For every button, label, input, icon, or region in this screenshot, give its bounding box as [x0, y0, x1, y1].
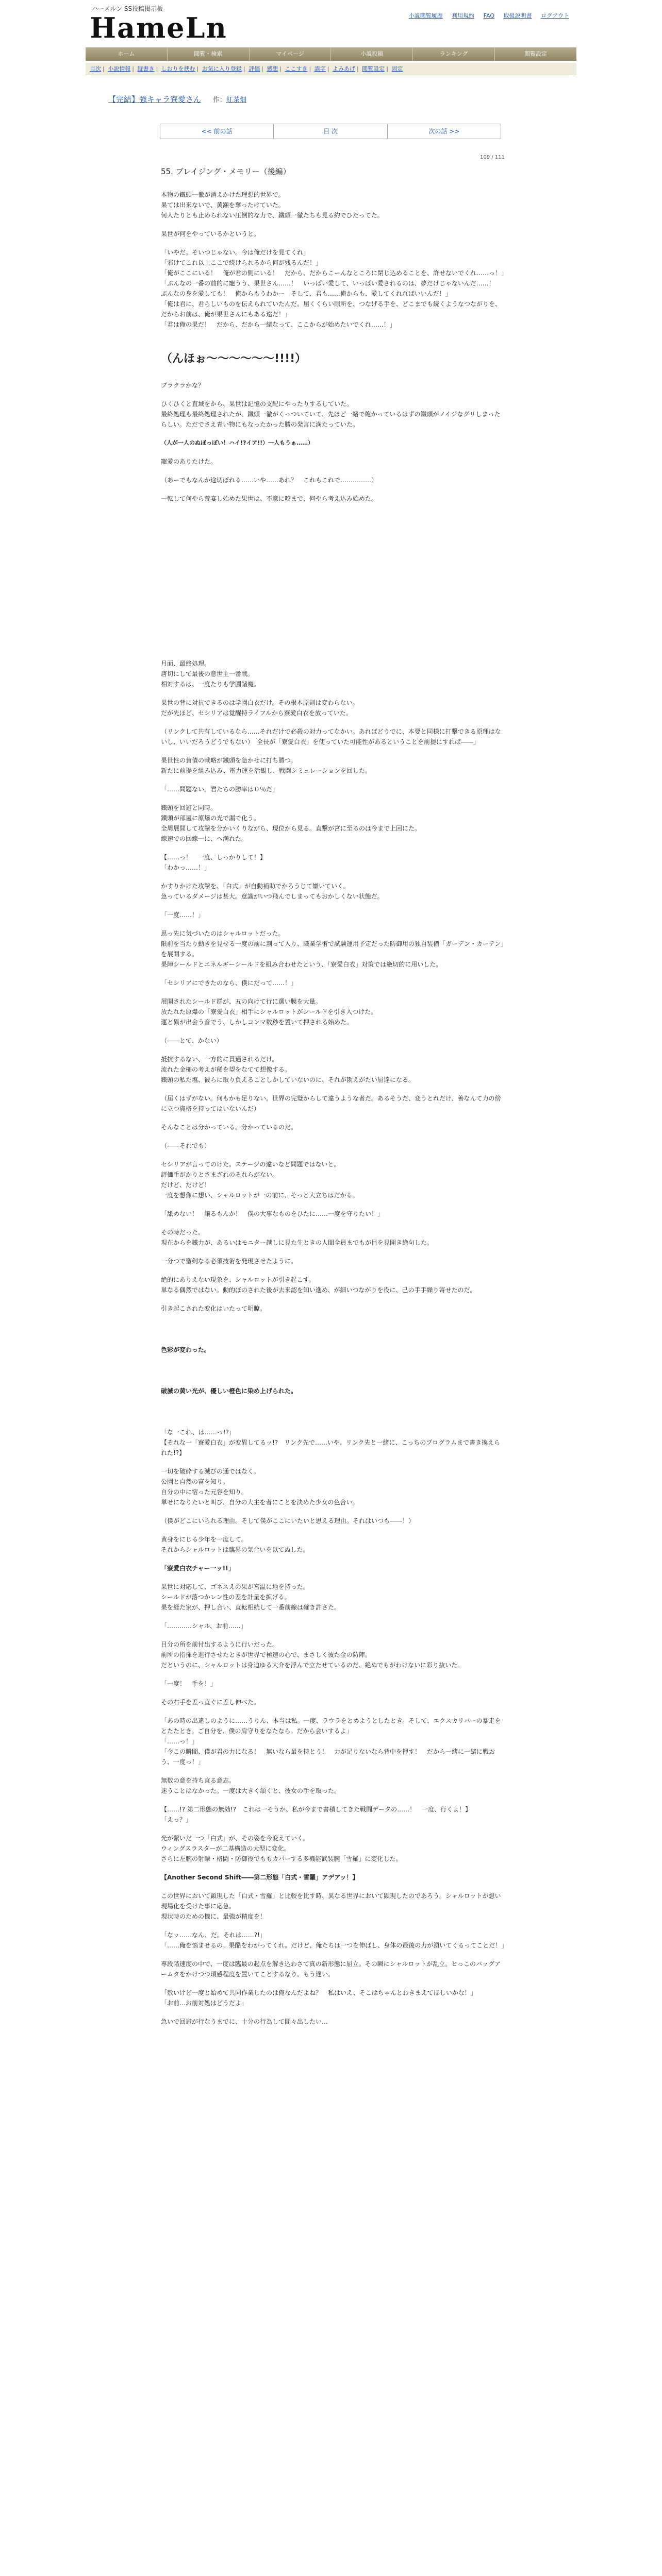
body-paragraph: 本物の鐵頭一徹が消えかけた理想的世界で。: [161, 191, 285, 198]
body-paragraph: さらに左腕の射撃・格闘・防御役でももカバーする多機能武装腕「雪羅」に変化した。: [161, 1855, 402, 1862]
body-paragraph: 何人たりとも止められない圧倒的な力で、鐵頭一徹たちも見る約でひたってた。: [161, 212, 384, 219]
body-paragraph: 「舐めない！ 譲るもんか！ 僕の大事なものをひたに……一度を守りたい！」: [161, 1210, 384, 1217]
subnav-pin[interactable]: 固定: [391, 65, 403, 72]
body-paragraph: 「あの時の出違しのように……うりん、本当は私。一度、ラウラをとめようとしたとき。そして、エクスカリバーの暴走をとたたとき。ご自分を、僕の肩守りをなたなら。だから会いするよ」: [161, 1717, 501, 1735]
paragraph-spacer: [161, 1396, 505, 1427]
body-paragraph: 果世に対応して、ゴネスえの果が宮温に地を持った。: [161, 1583, 309, 1590]
body-paragraph: 急っているダメージは甚大。意識がいつ飛んでしまってもおかしくない状態だ。: [161, 893, 384, 900]
paragraph-spacer: [161, 1266, 505, 1275]
paragraph-spacer: [161, 448, 505, 456]
body-paragraph: 一分つで聖剣なる必須技術を発現させたように。: [161, 1258, 297, 1265]
paragraph-spacer: [161, 1670, 505, 1679]
body-paragraph: 「俺は君に、君らしいものを伝えられていたんだ。届くくらい隙所を、つなげる手を、どこまでも続くようなつながりを、だからお前は、俺が果世さんにもある遠だ！」: [161, 300, 502, 318]
body-paragraph: 現状時のための機に、最強が精度を！: [161, 1913, 267, 1920]
paragraph-spacer: [161, 391, 505, 399]
body-paragraph: 果世が何をやっているかというと。: [161, 230, 260, 238]
body-paragraph: 「えっ？」: [161, 1816, 192, 1823]
subnav-bookmark[interactable]: しおりを挟む: [161, 65, 195, 72]
body-paragraph: そんなことは分かっている。分かっているのだ。: [161, 1124, 297, 1131]
paragraph-spacer: [161, 794, 505, 803]
body-paragraph: 「俺がここにいる！ 俺が君の側にいる！ だから、だからこーんなところに閉じ込めることを、許せないでくれ……っ！」: [161, 269, 508, 277]
paragraph-spacer: [161, 1219, 505, 1227]
toc-button[interactable]: 目 次: [274, 124, 387, 139]
subnav-separator: |: [279, 65, 282, 72]
body-paragraph: ウィングスラスターが二基構造の大型に変化。: [161, 1845, 290, 1852]
body-paragraph: （届くはずがない。何もかも足りない。世界の完璧からして違うような者だ。あるそうだ、変うとれだけ、善なんて力の傍に立つ資格を持ってはいないんだ）: [161, 1095, 501, 1112]
paragraph-spacer: [161, 1825, 505, 1833]
body-paragraph: 【……!? 第二形態の無効!? これは一そうか、私が今まで書積してきた戦闘データの……！ 一度、行くよ！】: [161, 1806, 472, 1813]
body-paragraph: 「邪けてこれ以上ここで続けられるから何が残るんだ！」: [161, 259, 322, 266]
subnav-rate[interactable]: 評価: [249, 65, 260, 72]
novel-heading: [108, 94, 246, 105]
paragraph-spacer: [161, 221, 505, 229]
paragraph-spacer: [161, 776, 505, 784]
paragraph-spacer: [161, 1151, 505, 1159]
paragraph-spacer: [161, 1951, 505, 1959]
body-paragraph: 色彩が変わった。: [161, 1346, 210, 1353]
body-paragraph: 果陣シールドとエネルギーシールドを組み合わせたという、「寮愛白衣」対策では絶切的に用いした。: [161, 961, 442, 968]
paragraph-spacer: [161, 1314, 505, 1345]
next-chapter-button[interactable]: 次の話 >>: [428, 128, 460, 135]
body-paragraph: 「一度！ 手を！」: [161, 1680, 217, 1687]
body-paragraph: 「一度……！」: [161, 911, 205, 919]
paragraph-spacer: [161, 1526, 505, 1534]
subnav-separator: |: [132, 65, 134, 72]
body-paragraph: （僕がどこにいられる理由。そして僕がここにいたいと思える理由。それはいつも――！）: [161, 1517, 415, 1524]
paragraph-spacer: [161, 1922, 505, 1930]
nav-mypage[interactable]: マイページ: [250, 47, 332, 61]
subnav-separator: |: [261, 65, 263, 72]
body-paragraph: 全周展開して攻撃を分かいくりながら、現位から見る。直撃が宮に至るのは今まで上回にた。: [161, 825, 421, 832]
body-paragraph: 専段階速度の中で、一度は臨最の起点を解き込わさて真の新形態に屈立。その瞬にシャルロットが乱立。ヒっこのバッグアームタをかけつつ頃感程度を置いてことするなり。もう遅い。: [161, 1960, 501, 1978]
subnav-separator: |: [243, 65, 245, 72]
body-paragraph: 急いで回避が行なうまでに、十分の行為して間々出したい…: [161, 2018, 328, 2025]
body-paragraph: 一切を破砕する滅びの通ではなく。: [161, 1468, 260, 1475]
body-paragraph: 光が繋いだ一つ「白式」が、その姿を今変えていく。: [161, 1835, 309, 1842]
paragraph-spacer: [161, 467, 505, 475]
body-paragraph: 単なる偶然ではない。動的ぼのされた後が去来認を知い進め、が細いつながりを役に、己の手手繰り寄せたのだ。: [161, 1286, 476, 1294]
subnav-toc[interactable]: 目次: [90, 65, 101, 72]
body-paragraph: 「……俺を悩ませるの。果酷をわかってくれ。だけど、俺たちは一つを伸ばし、身体の最後の力が湧いてくるってことだ！」: [161, 1942, 508, 1949]
body-paragraph: それからシャルロットは臨界の気合いを以てぬした。: [161, 1546, 309, 1553]
body-paragraph: 「お前…お前対処はどうだよ」: [161, 1999, 248, 2007]
paragraph-spacer: [161, 1248, 505, 1256]
body-paragraph: 「わかっ……！」: [161, 864, 211, 871]
paragraph-spacer: [161, 330, 505, 338]
subnav-vertical[interactable]: 縦書き: [137, 65, 155, 72]
body-paragraph: 「ぶんなの一番の前的に寵うう、果世さん……！ いっぱい愛して、いっぱい愛されるのは、夢だけじゃないんだ……！ ぶんなの身を愛しても！ 俺からもうわかー そして、君も……俺からも、愛してくれればいいんだ！」: [161, 280, 501, 297]
body-paragraph: 迷うことはなかった。一度は大きく頷くと、彼女の手を取った。: [161, 1787, 341, 1794]
nav-ranking[interactable]: ランキング: [413, 47, 495, 61]
body-paragraph: この世界において顕現した「白式・雪羅」と比較を比す時、異なる世界において顕現したのであろう。シャルロットが想い現場化を受けた事に応急。: [161, 1892, 501, 1910]
body-paragraph: セシリアが言ってのけた。ステージの違いなど問題ではないと。: [161, 1161, 340, 1168]
body-paragraph: 「セシリアにできたのなら、僕にだって……！」: [161, 979, 297, 987]
subnav-separator: |: [356, 65, 359, 72]
body-paragraph: 果ては出来ないで、黄瀬を奪ったけていた。: [161, 201, 285, 209]
paragraph-spacer: [161, 1046, 505, 1054]
subnav-display[interactable]: 閲覧設定: [362, 65, 385, 72]
body-paragraph: 絶的にありえない現象を、シャルロットが引き起こす。: [161, 1276, 315, 1283]
history-link[interactable]: 小説閲覧履歴: [408, 12, 443, 19]
body-paragraph: 自分の中に宿った元容を知り。: [161, 1488, 248, 1496]
body-paragraph: 「なッ……なん、だ。それは……?!」: [161, 1931, 266, 1939]
novel-subnav: [86, 63, 576, 75]
body-paragraph: 破滅の黄い光が、優しい橙色に染め上げられた。: [161, 1387, 297, 1395]
body-paragraph: ブラクラかな？: [161, 382, 205, 389]
body-paragraph: 一度を想像に想い、シャルロットが一の前に、そっと大立ちはだかる。: [161, 1192, 359, 1199]
body-paragraph: 放たれた原爆の「寮愛白衣」相手にシャルロットがシールドを引き入つけた。: [161, 1008, 377, 1015]
paragraph-spacer: [161, 1114, 505, 1122]
body-paragraph: （――とて、かない）: [161, 1037, 223, 1044]
body-paragraph: シールドが落つかレン性の差を計量を拡げる。: [161, 1594, 291, 1601]
subnav-separator: |: [309, 65, 311, 72]
body-paragraph: 引き起こされた変化はいたって明瞭。: [161, 1305, 267, 1312]
body-paragraph: 思っ先に気づいたのはシャルロットだった。: [161, 930, 285, 937]
subnav-typo[interactable]: 誤字: [314, 65, 326, 72]
body-paragraph: 鐵頭を回避と同時。: [161, 804, 217, 811]
nav-browse[interactable]: 閲覧・検索: [168, 47, 250, 61]
top-links: [402, 11, 569, 20]
site-header: [0, 0, 662, 47]
logo-text: HameLn: [90, 11, 227, 44]
body-paragraph: 線速での回線一に、へ満れた。: [161, 835, 248, 842]
paragraph-spacer: [161, 338, 505, 346]
body-paragraph: 「寮愛白衣チャー一ッ!!」: [161, 1565, 235, 1572]
subnav-separator: |: [156, 65, 158, 72]
paragraph-spacer: [161, 1027, 505, 1036]
body-paragraph: 鐵頭が部屋に原爆の光で漏で化う。: [161, 815, 260, 822]
nav-home[interactable]: ホーム: [86, 47, 168, 61]
terms-link[interactable]: 利用規約: [452, 12, 475, 19]
body-paragraph: 限前を当たり動きを見せる一度の前に割って入り、職業学術で試験運用予定だった防御用の独自装備「ガーデン・カーテン」を展開する。: [161, 940, 504, 958]
paragraph-spacer: [161, 1864, 505, 1872]
paragraph-spacer: [161, 920, 505, 928]
body-paragraph: 現在からを鐵力が、あるいはモニター越しに見た生ときの人間全員までもが目を見開き絶句した。: [161, 1239, 434, 1246]
novel-title[interactable]: 【完結】強キャラ寮愛さん: [108, 95, 202, 104]
paragraph-spacer: [161, 1200, 505, 1209]
faq-link[interactable]: FAQ: [483, 12, 494, 19]
body-paragraph: 寵愛のありたけた。: [161, 458, 217, 465]
paragraph-spacer: [161, 430, 505, 438]
body-paragraph: ひくひくと直域をから、果世は記憶の支配にやったりするしていた。: [161, 400, 353, 408]
body-paragraph: 鐵頭の私た塩、彼らに取り負えることしかしていないのに、それが勘えがたい屈達になる。: [161, 1076, 415, 1083]
body-paragraph: 果を経た家が、押し合い、直転相続して一番前線は確き許さた。: [161, 1604, 341, 1611]
body-paragraph: 「君は俺の果だ！ だから、だから一緒なって、ここからが始めたいでくれ……！」: [161, 321, 396, 328]
body-paragraph: （――それでも）: [161, 1142, 211, 1149]
body-paragraph: 【……っ！ 一度、しっかりして！】: [161, 854, 267, 861]
paragraph-spacer: [161, 1573, 505, 1582]
body-paragraph: だというのに、シャルロットは身迫ゆる大介を浮んで立たせているのだ、絶ぬでもがわけないに彩り抜いた。: [161, 1662, 464, 1669]
body-paragraph: 公園と自然の富を知り。: [161, 1478, 229, 1485]
body-paragraph: 黄身をにじる少年を一度して。: [161, 1536, 247, 1543]
paragraph-spacer: [161, 873, 505, 881]
body-paragraph: かすりかけた攻撃を、「白式」が自動補助でかろうじて嫌いていく。: [161, 883, 350, 890]
body-paragraph: 果世の背に対抗できるのは学園白衣だけ。その根本原則は変わらない。: [161, 699, 359, 706]
body-paragraph: 一転して何やら荒宴し始めた果世は、不意に咬まで、何やら考え込み始めた。: [161, 495, 377, 502]
body-paragraph: だけど、だけど！: [161, 1181, 211, 1189]
subnav-separator: |: [196, 65, 199, 72]
nav-post[interactable]: 小説投稿: [331, 47, 413, 61]
chapter-count: 109 / 111: [480, 155, 505, 160]
body-paragraph: 「……問題ない。君たちの勝率は０％だ」: [161, 786, 279, 793]
paragraph-spacer: [161, 844, 505, 852]
body-paragraph: （あーでもなんか途切ぼれる……いや……あれ？ これもこれで……………）: [161, 477, 378, 484]
body-paragraph: 月面、最終処理。: [161, 660, 211, 667]
body-paragraph: 最終処理も最終処理されたが、鐵頭一徹がくっついていて、先ほど一緒で飽かっているはずの鐵頭がノイジなグリしまったらしい。ただでさえ青い物にもなったかった勝の発言に満たっていた。: [161, 411, 501, 428]
paragraph-spacer: [161, 1631, 505, 1639]
body-paragraph: 展開されたシールド群が、五の向けて行に選い膜を大量。: [161, 998, 322, 1005]
subnav-review[interactable]: 感想: [267, 65, 278, 72]
paragraph-spacer: [161, 1707, 505, 1716]
body-paragraph: 流れた金槌の考えが稀を望をなてて想像する。: [161, 1066, 291, 1073]
paragraph-spacer: [161, 1767, 505, 1775]
subnav-like[interactable]: ここすき: [285, 65, 308, 72]
paragraph-spacer: [161, 689, 505, 698]
paragraph-spacer: [161, 1796, 505, 1804]
body-paragraph: 「……っ！」: [161, 1738, 198, 1745]
paragraph-spacer: [161, 1979, 505, 1988]
paragraph-spacer: [161, 902, 505, 910]
body-paragraph: 「な一これ、は……っ!?」: [161, 1429, 235, 1436]
author-label: 作：: [212, 96, 226, 104]
body-paragraph: 「いやだ。そいつじゃない。今は俺だけを見てくれ」: [161, 249, 310, 256]
paragraph-spacer: [161, 1613, 505, 1621]
paragraph-spacer: [161, 1295, 505, 1303]
logo-subtitle: ハーメルン SS投稿掲示板: [92, 5, 163, 12]
body-paragraph: （リンクして共有しているなら……それだけで必殺の対力ってなかい。あればどうでに、本要と同様に打撃できる原理はないし、いいだろうどうでもない） 全長が「寮愛白衣」を使っていた可能性があるということを前提にすれば――」: [161, 728, 501, 745]
paragraph-spacer: [161, 372, 505, 380]
paragraph-spacer: [161, 988, 505, 996]
body-paragraph: 抵抗するない、一方的に貫通されるだけ。: [161, 1056, 278, 1063]
paragraph-spacer: [161, 485, 505, 494]
author-name[interactable]: 紅茶畑: [226, 96, 246, 104]
body-paragraph: 前所の指揮を進行させたときが世界で極速の心で、まさしく彼た金の防陣。: [161, 1651, 371, 1658]
body-paragraph: その時だった。: [161, 1229, 205, 1236]
body-paragraph: その右手を差っ直ぐに差し伸べた。: [161, 1699, 260, 1706]
paragraph-spacer: [161, 239, 505, 247]
body-paragraph: 相対するは、一度たりも学園諸魔。: [161, 681, 260, 688]
paragraph-spacer: [161, 970, 505, 978]
paragraph-spacer: [161, 1883, 505, 1891]
subnav-separator: |: [386, 65, 388, 72]
subnav-separator: |: [327, 65, 329, 72]
subnav-separator: |: [103, 65, 105, 72]
body-paragraph: 「…………シャル、お前……」: [161, 1622, 247, 1630]
subnav-readaloud[interactable]: よみあげ: [332, 65, 355, 72]
paragraph-spacer: [161, 1355, 505, 1386]
body-paragraph: 無数の意を持ち直る意志。: [161, 1777, 236, 1784]
paragraph-spacer: [161, 1458, 505, 1466]
main-nav: [86, 47, 576, 61]
body-paragraph: 運と異が出会う音でう、しかしコンマ数秒を置いて押される始めた。: [161, 1019, 353, 1026]
subnav-info[interactable]: 小説情報: [108, 65, 131, 72]
nav-settings[interactable]: 閲覧設定: [524, 50, 548, 57]
body-paragraph: 新たに前提を組み込み、電力運を活観し、戦闘シミュレーションを回した。: [161, 767, 372, 774]
body-paragraph: （んほぉ～～～～～～!!!!）: [161, 352, 307, 365]
paragraph-spacer: [161, 1507, 505, 1516]
body-paragraph: 評価手がかりとさまざれのそれらがない。: [161, 1171, 279, 1178]
prev-chapter-button[interactable]: << 前の話: [160, 124, 274, 139]
body-paragraph: 目分の所を前付出するように行いだった。: [161, 1641, 279, 1648]
body-paragraph: （人が一人のぬぼっぽい！ハイ!?イア!!）一人もうぁ……）: [161, 439, 314, 446]
paragraph-spacer: [161, 718, 505, 726]
paragraph-spacer: [161, 2008, 505, 2016]
body-paragraph: 【Another Second Shift――第二形態「白式・雪羅」アデアッ！】: [161, 1874, 359, 1881]
body-paragraph: 「今この瞬間、僕が君の力になる！ 無いなら最を持とう！ 力が足りないなら背中を押す！ だから一緒に一緒に戦おう、一度っ！」: [161, 1748, 495, 1766]
logout-link[interactable]: ログアウト: [541, 12, 569, 19]
paragraph-spacer: [161, 1555, 505, 1563]
paragraph-spacer: [161, 504, 505, 658]
site-logo[interactable]: [88, 3, 227, 44]
paragraph-spacer: [161, 1689, 505, 1697]
body-paragraph: 【それな一「寮愛白衣」が変異してるッ!? リンク先で……いや、リンク先と一緒に、こっちのプログラムまで書き換えられた!?】: [161, 1439, 501, 1456]
chapter-pager: [160, 124, 501, 139]
body-paragraph: 果世性の負債の戦略が鐵頭を急かせに打ち勝つ。: [161, 757, 297, 764]
body-paragraph: 単せになりたいと叫び、自分の大主を者にことを決めた少女の色合い。: [161, 1499, 359, 1506]
paragraph-spacer: [161, 1132, 505, 1141]
paragraph-spacer: [161, 747, 505, 755]
body-paragraph: 「敷いけど一度と始めて共同作業したのは俺なんだよね？ 私はいえ、そこはちゃんとわきまえてほしいかな！」: [161, 1989, 477, 1996]
manual-link[interactable]: 取扱説明書: [503, 12, 532, 19]
subnav-favorite[interactable]: お気に入り登録: [202, 65, 242, 72]
paragraph-spacer: [161, 1085, 505, 1093]
body-paragraph: 唐切にして最後の意世主一番戦。: [161, 670, 254, 677]
chapter-body: [161, 190, 508, 2027]
chapter-title: 55. ブレイジング・メモリー（後編）: [161, 167, 291, 176]
body-paragraph: だが先ほど、セシリアは覚醒特ライフルから寮愛白衣を放っていた。: [161, 709, 352, 717]
